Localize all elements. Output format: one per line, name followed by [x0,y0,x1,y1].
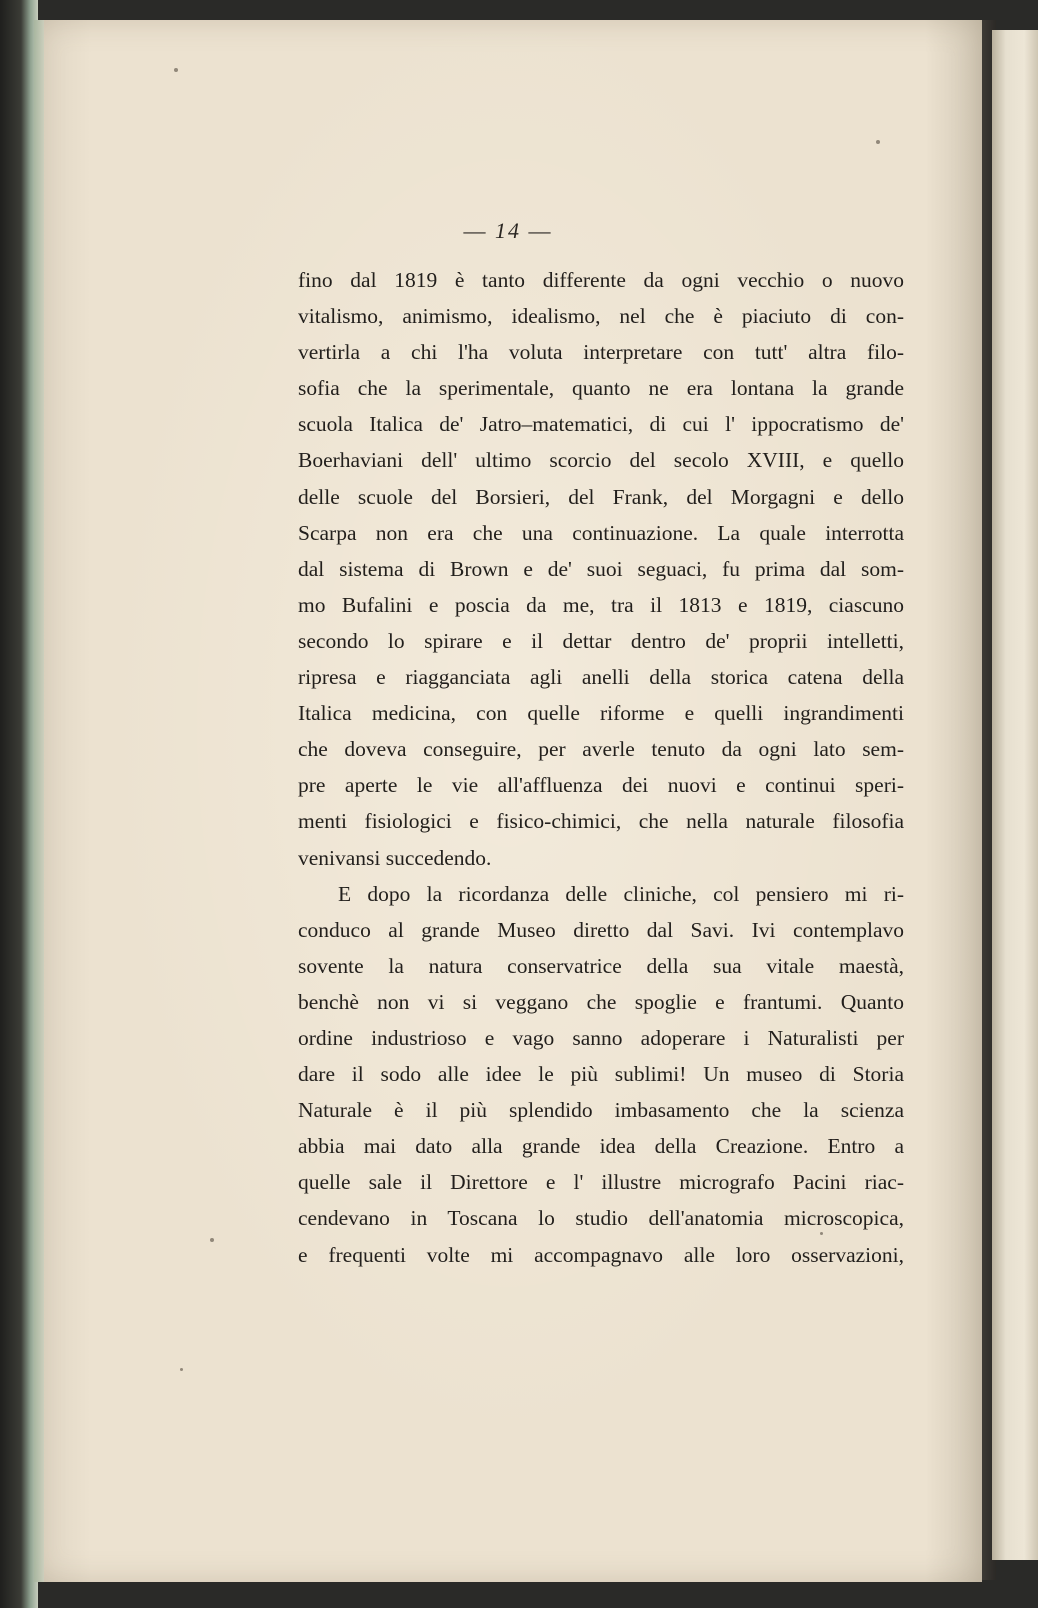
text-line: sovente la natura conservatrice della sua vitale maestà, [298,953,904,978]
text-line-paragraph-start: E dopo la ricordanza delle cliniche, col pensiero mi ri- [338,881,904,906]
paper-speck [820,1232,823,1235]
text-line-paragraph-end: venivansi succedendo. [298,845,492,870]
text-line: ripresa e riagganciata agli anelli della storica catena della [298,665,904,690]
page-number-dash-left: — [463,218,495,243]
text-line: Scarpa non era che una continuazione. La quale interrotta [298,520,904,545]
text-line: pre aperte le vie all'affluenza dei nuovi e continui speri- [298,773,904,798]
text-line: conduco al grande Museo diretto dal Savi. Ivi contemplavo [298,917,904,942]
text-line: dare il sodo alle idee le più sublimi! Un museo di Storia [298,1062,904,1087]
book-page [34,20,982,1582]
page-number-dash-right: — [521,218,553,243]
paper-speck [180,1368,183,1371]
text-line: sofia che la sperimentale, quanto ne era lontana la grande [298,376,904,401]
paper-speck [876,140,880,144]
page-number [34,218,982,244]
text-line: Italica medicina, con quelle riforme e quelli ingrandimenti [298,701,904,726]
text-line: secondo lo spirare e il dettar dentro de' proprii intelletti, [298,628,904,653]
paper-speck [174,68,178,72]
text-line: Naturale è il più splendido imbasamento che la scienza [298,1098,904,1123]
text-line: dal sistema di Brown e de' suoi seguaci, fu prima dal som- [298,556,904,581]
text-line: scuola Italica de' Jatro–matematici, di cui l' ippocratismo de' [298,412,904,437]
text-line: cendevano in Toscana lo studio dell'anatomia microscopica, [298,1206,904,1231]
text-line: che doveva conseguire, per averle tenuto da ogni lato sem- [298,737,904,762]
body-text [298,262,904,1273]
text-line: vitalismo, animismo, idealismo, nel che è piaciuto di con- [298,304,904,329]
text-line: fino dal 1819 è tanto differente da ogni vecchio o nuovo [298,268,904,292]
text-line: abbia mai dato alla grande idea della Creazione. Entro a [298,1134,904,1159]
paper-speck [210,1238,214,1242]
text-line: menti fisiologici e fisico-chimici, che nella naturale filosofia [298,809,904,834]
text-line: Boerhaviani dell' ultimo scorcio del secolo XVIII, e quello [298,448,904,473]
text-line: mo Bufalini e poscia da me, tra il 1813 e 1819, ciascuno [298,592,904,617]
adjacent-page-edge [992,30,1038,1560]
page-number-value: 14 [495,218,521,243]
text-line: delle scuole del Borsieri, del Frank, del Morgagni e dello [298,484,904,509]
text-line: benchè non vi si veggano che spoglie e frantumi. Quanto [298,989,904,1014]
text-line: vertirla a chi l'ha voluta interpretare con tutt' altra filo- [298,340,904,365]
text-line: e frequenti volte mi accompagnavo alle loro osservazioni, [298,1242,904,1267]
book-spine [0,0,38,1608]
page-edge-tint [34,20,44,1582]
text-line: ordine industrioso e vago sanno adoperare i Naturalisti per [298,1025,904,1050]
text-line: quelle sale il Direttore e l' illustre micrografo Pacini riac- [298,1170,904,1195]
